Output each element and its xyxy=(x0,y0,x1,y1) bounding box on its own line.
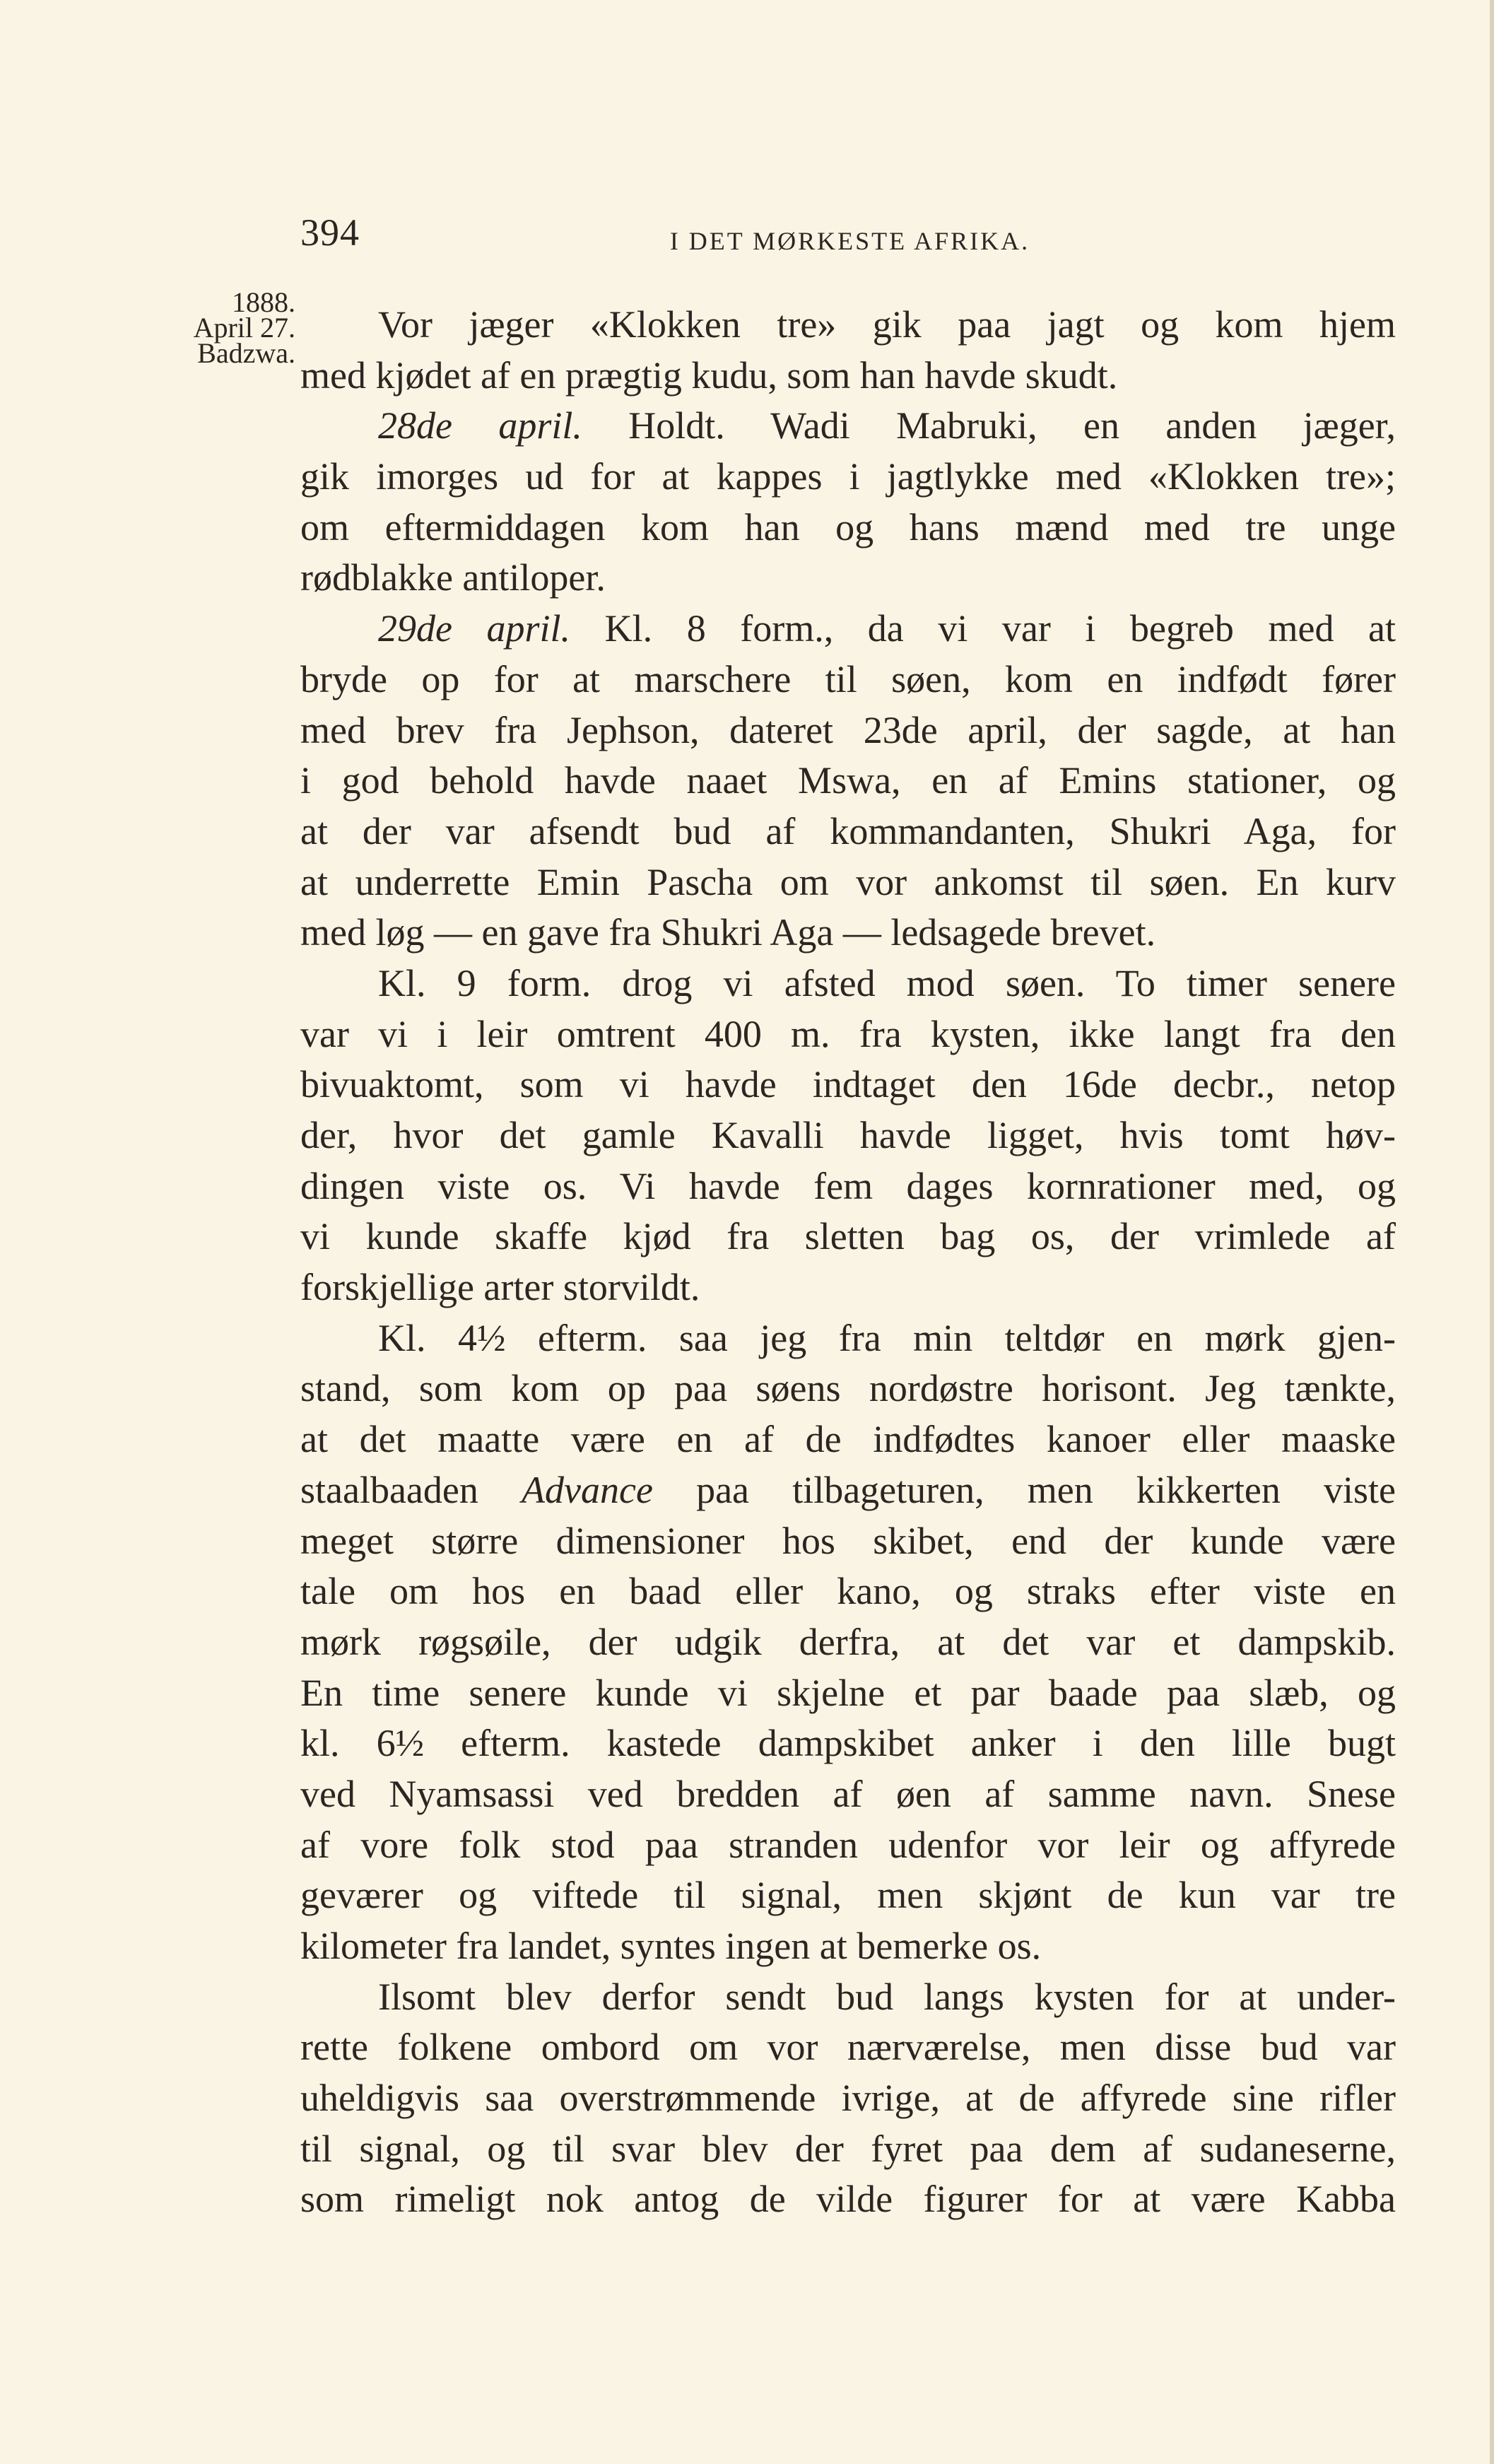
text-line xyxy=(300,806,1396,857)
page-header xyxy=(300,211,1399,260)
text-line xyxy=(300,1566,1396,1617)
line-text: stand, som kom op paa søens nordøstre horisont. Jeg tænkte, xyxy=(300,1367,1396,1410)
text-line xyxy=(300,1363,1396,1414)
text-line xyxy=(300,1414,1396,1465)
text-line xyxy=(300,1769,1396,1820)
margin-note-place: Badzwa. xyxy=(197,337,295,369)
line-text: dingen viste os. Vi havde fem dages kornrationer med, og xyxy=(300,1164,1396,1207)
text-line xyxy=(300,705,1396,756)
line-text: ved Nyamsassi ved bredden af øen af samme navn. Snese xyxy=(300,1772,1396,1815)
text-line xyxy=(300,1161,1396,1212)
text-line xyxy=(300,1110,1396,1161)
line-text: at der var afsendt bud af kommandanten, Shukri Aga, for xyxy=(300,809,1396,852)
line-text: Kl. 9 form. drog vi afsted mod søen. To timer senere xyxy=(378,961,1396,1004)
text-line xyxy=(300,857,1396,908)
text-line xyxy=(300,1465,1396,1516)
text-line xyxy=(300,401,1396,452)
line-text: der, hvor det gamle Kavalli havde ligget, hvis tomt høv- xyxy=(300,1114,1396,1156)
line-text: Kl. 4½ efterm. saa jeg fra min teltdør en mørk gjen- xyxy=(378,1316,1396,1359)
line-text: meget større dimensioner hos skibet, end der kunde være xyxy=(300,1519,1396,1562)
text-line xyxy=(300,351,1396,401)
page-number: 394 xyxy=(300,211,360,254)
text-line xyxy=(300,604,1396,655)
line-text: i god behold havde naaet Mswa, en af Emins stationer, og xyxy=(300,759,1396,802)
margin-note-date: April 27. xyxy=(193,312,295,344)
line-text: forskjellige arter storvildt. xyxy=(300,1266,700,1309)
text-line xyxy=(300,756,1396,806)
line-text: staalbaaden xyxy=(300,1468,522,1511)
text-line xyxy=(300,1212,1396,1262)
line-text: gik imorges ud for at kappes i jagtlykke med «Klokken tre»; xyxy=(300,455,1396,498)
text-line xyxy=(300,2124,1396,2175)
date-heading: 28de april. xyxy=(378,404,582,447)
line-text: Kl. 8 form., da vi var i begreb med at xyxy=(570,607,1396,650)
text-line xyxy=(300,1921,1396,1972)
margin-note-year: 1888. xyxy=(232,286,295,318)
text-line xyxy=(300,2022,1396,2073)
text-line xyxy=(300,553,1396,604)
line-text: var vi i leir omtrent 400 m. fra kysten, ikke langt fra den xyxy=(300,1012,1396,1055)
line-text: mørk røgsøile, der udgik derfra, at det var et dampskib. xyxy=(300,1620,1396,1663)
line-text: rette folkene ombord om vor nærværelse, men disse bud var xyxy=(300,2026,1396,2069)
line-text: bryde op for at marschere til søen, kom en indfødt fører xyxy=(300,657,1396,700)
text-line xyxy=(300,1516,1396,1567)
line-text: Ilsomt blev derfor sendt bud langs kysten for at under- xyxy=(378,1975,1396,2018)
line-text: at underrette Emin Pascha om vor ankomst til søen. En kurv xyxy=(300,860,1396,903)
date-heading: 29de april. xyxy=(378,607,571,650)
text-line xyxy=(300,908,1396,958)
text-line xyxy=(300,1820,1396,1871)
text-line xyxy=(300,503,1396,553)
line-text: vi kunde skaffe kjød fra sletten bag os, der vrimlede af xyxy=(300,1215,1396,1258)
line-text: til signal, og til svar blev der fyret paa dem af sudaneserne, xyxy=(300,2127,1396,2170)
text-line xyxy=(300,655,1396,705)
text-line xyxy=(300,452,1396,503)
line-text: En time senere kunde vi skjelne et par baade paa slæb, og xyxy=(300,1671,1396,1714)
text-line xyxy=(300,1718,1396,1769)
text-line xyxy=(300,1668,1396,1719)
text-line xyxy=(300,1009,1396,1060)
line-text: uheldigvis saa overstrømmende ivrige, at de affyrede sine rifler xyxy=(300,2077,1396,2120)
body-text xyxy=(300,300,1396,2225)
line-text: Vor jæger «Klokken tre» gik paa jagt og kom hjem xyxy=(378,303,1396,346)
line-text: med brev fra Jephson, dateret 23de april, der sagde, at han xyxy=(300,708,1396,751)
line-text: kilometer fra landet, syntes ingen at bemerke os. xyxy=(300,1925,1042,1967)
text-line xyxy=(300,1262,1396,1313)
running-title: I DET MØRKESTE AFRIKA. xyxy=(669,227,1030,255)
line-text: med løg — en gave fra Shukri Aga — ledsagede brevet. xyxy=(300,911,1156,954)
line-text: med kjødet af en prægtig kudu, som han havde skudt. xyxy=(300,353,1118,397)
text-line xyxy=(300,2073,1396,2124)
line-text: rødblakke antiloper. xyxy=(300,556,606,599)
line-text: kl. 6½ efterm. kastede dampskibet anker i den lille bugt xyxy=(300,1722,1396,1765)
text-line xyxy=(300,958,1396,1009)
ship-name: Advance xyxy=(522,1468,653,1511)
line-text: at det maatte være en af de indfødtes kanoer eller maaske xyxy=(300,1418,1396,1461)
line-text: Holdt. Wadi Mabruki, en anden jæger, xyxy=(582,404,1396,447)
text-line xyxy=(300,1870,1396,1921)
line-text: paa tilbageturen, men kikkerten viste xyxy=(652,1468,1396,1511)
margin-note xyxy=(161,286,295,369)
text-line xyxy=(300,1313,1396,1364)
text-line xyxy=(300,1060,1396,1110)
text-line xyxy=(300,1972,1396,2023)
line-text: om eftermiddagen kom han og hans mænd med tre unge xyxy=(300,505,1396,548)
line-text: bivuaktomt, som vi havde indtaget den 16de decbr., netop xyxy=(300,1063,1396,1106)
text-line xyxy=(300,1617,1396,1668)
line-text: tale om hos en baad eller kano, og straks efter viste en xyxy=(300,1570,1396,1613)
text-line xyxy=(300,2174,1396,2225)
text-line xyxy=(300,300,1396,351)
line-text: geværer og viftede til signal, men skjønt de kun var tre xyxy=(300,1874,1396,1917)
line-text: af vore folk stod paa stranden udenfor vor leir og affyrede xyxy=(300,1823,1396,1866)
line-text: som rimeligt nok antog de vilde figurer for at være Kabba xyxy=(300,2178,1396,2221)
